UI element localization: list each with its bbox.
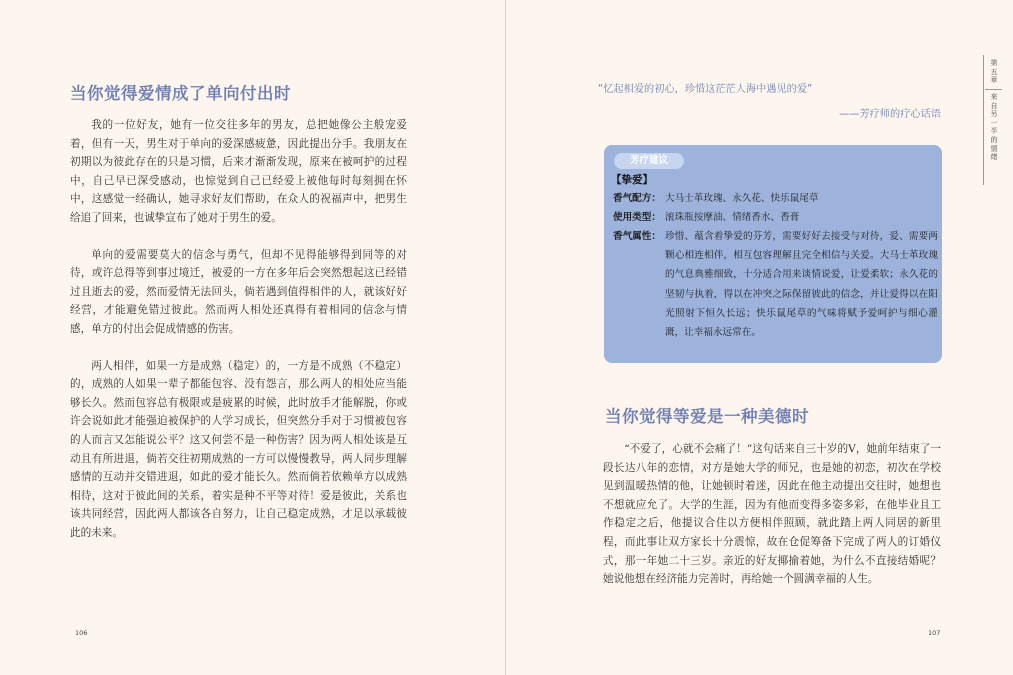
page-number-right: 107 [928,629,941,637]
left-page [0,0,505,675]
advice-key: 香气配方： [613,193,661,204]
chapter-side-tab [983,55,1002,185]
chapter-label: 第五章 [990,59,998,84]
right-page-heading: 当你觉得等爱是一种美德时 [605,407,809,426]
advice-value: 珍惜、蕴含着挚爱的芬芳，需要好好去接受与对待，爱、需要两颗心相连相伴，相互包容理解且完全相信与关爱。大马士革玫瑰的气息典雅细致，十分适合用来谈情说爱，让爱柔软；永久花的坚韧与执着，得以在冲突之际保留彼此的信念，并让爱得以在阳光照射下恒久长远；快乐鼠尾草的气味将赋予爱呵护与细心灌溉，让幸福永远常在。 [665,231,938,339]
right-page-body [603,440,941,589]
advice-title: 【挚爱】 [611,174,653,186]
page-number-left: 106 [75,629,88,637]
left-page-body [70,116,407,542]
side-tab-divider [985,89,1002,90]
paragraph: “不爱了，心就不会痛了！”这句话来自三十岁的V，她前年结束了一段长达八年的恋情，对方是她大学的师兄，也是她的初恋，初次在学校见到温暖热情的他，让她顿时着迷，因此在他主动提出交往时，她想也不想就应允了。大学的生涯，因为有他而变得多姿多彩，在他毕业且工作稳定之后，他提议合住以方便相伴照顾，就此踏上两人同居的新里程，而此事让双方家长十分震惊，故在仓促筹备下完成了两人的订婚仪式，那一年她二十三岁。亲近的好友揶揄着她，为什么不直接结婚呢？她说他想在经济能力完善时，再给她一个圆满幸福的人生。 [603,443,941,586]
paragraph: 我的一位好友，她有一位交往多年的男友，总把她像公主般宠爱着，但有一天，男生对于单向的爱深感疲惫，因此提出分手。我朋友在初期以为彼此存在的只是习惯，后来才渐渐发现，原来在被呵护的过程中，自己早已深受感动，也惊觉到自己已经爱上被他每时每刻拥在怀中，这感觉一经确认，她寻求好友们帮助，在众人的祝福声中，把男生给追了回来，也诚挚宣布了她对于男生的爱。 [70,119,407,224]
pull-quote: “忆起相爱的初心，珍惜这茫茫人海中遇见的爱” [598,84,813,95]
paragraph: 单向的爱需要莫大的信念与勇气，但却不见得能够得到同等的对待，或许总得等到事过境迁，被爱的一方在多年后会突然想起这已经错过且逝去的爱，然而爱情无法回头，倘若遇到值得相伴的人，就该好好经营，才能避免错过彼此。然而两人相处还真得有着相同的信念与情感，单方的付出会促成情感的伤害。 [70,248,407,335]
paragraph: 两人相伴，如果一方是成熟（稳定）的，一方是不成熟（不稳定）的，成熟的人如果一辈子都能包容、没有怨言，那么两人的相处应当能够长久。然而包容总有极限或是疲累的时候，此时放手才能解脱，你或许会说如此才能强迫被保护的人学习成长，但突然分手对于习惯被包容的人而言又怎能说公平？这又何尝不是一种伤害？因为两人相处该是互动且有所进退，倘若交往初期成熟的一方可以慢慢教导，两人同步理解感情的互动并交错进退，如此的爱才能长久。然而倘若依赖单方以成熟相待，这对于彼此间的关系，着实是种不平等对待！爱是彼此，关系也该共同经营，因此两人都该各自努力，让自己稳定成熟，才足以承载彼此的未来。 [70,359,407,539]
quote-attribution: ——芳疗师的疗心话语 [839,109,941,120]
left-page-heading: 当你觉得爱情成了单向付出时 [70,84,291,103]
chapter-title: 来自另一半的情绪 [990,93,998,162]
advice-tag: 芳疗建议 [614,153,684,169]
aromatherapy-advice-box [604,145,942,363]
advice-value: 滚珠瓶按摩油、情绪香水、香膏 [665,212,800,223]
advice-key: 使用类型： [613,212,661,223]
advice-key: 香气属性： [613,231,661,242]
advice-value: 大马士革玫瑰、永久花、快乐鼠尾草 [665,193,819,204]
right-page [506,0,1013,675]
